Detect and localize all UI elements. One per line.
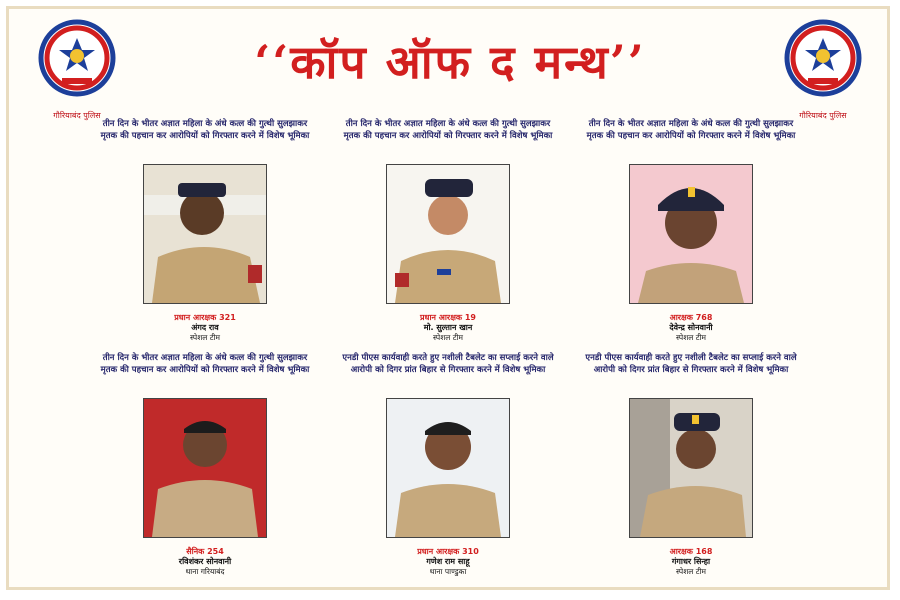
awardee-rank: प्रधान आरक्षक 310 — [417, 547, 479, 556]
awardee-photo — [143, 164, 267, 304]
awardee-unit: स्पेशल टीम — [433, 333, 463, 342]
awardee-unit: स्पेशल टीम — [676, 333, 706, 342]
awardee-rank: प्रधान आरक्षक 19 — [419, 313, 476, 322]
awardee-description: एनडी पीएस कार्यवाही करते हुए नशीली टैबलेट का सप्लाई करने वाले आरोपी को दिगर प्रांत बिहार से गिरफ्तार करने में विशेष भूमिका — [342, 353, 554, 375]
awardee-name: गंगाधर सिन्हा — [671, 557, 711, 566]
awardee-rank: आरक्षक 168 — [669, 547, 713, 556]
awardee-photo — [629, 398, 753, 538]
awardee-description: तीन दिन के भीतर अज्ञात महिला के अंधे कत्ल की गुत्थी सुलझाकर मृतक की पहचान कर आरोपियों को गिरफ्तार करने में विशेष भूमिका — [100, 353, 310, 375]
awardee-unit: स्पेशल टीम — [676, 567, 706, 576]
awardee-card — [571, 352, 811, 577]
awardee-rank: सैनिक 254 — [186, 547, 224, 556]
awardee-card — [328, 352, 568, 577]
awardee-photo — [629, 164, 753, 304]
page-title: ‘‘कॉप ऑफ द मन्थ’’ — [254, 35, 646, 89]
awardee-description: तीन दिन के भीतर अज्ञात महिला के अंधे कत्ल की गुत्थी सुलझाकर मृतक की पहचान कर आरोपियों को गिरफ्तार करने में विशेष भूमिका — [586, 119, 796, 141]
awardee-rank: आरक्षक 768 — [669, 313, 713, 322]
awardee-photo — [143, 398, 267, 538]
awardee-description: एनडी पीएस कार्यवाही करते हुए नशीली टैबलेट का सप्लाई करने वाले आरोपी को दिगर प्रांत बिहार से गिरफ्तार करने में विशेष भूमिका — [585, 353, 797, 375]
awardee-card — [328, 118, 568, 343]
awardee-photo — [386, 398, 510, 538]
awardee-name: मो. सुल्तान खान — [423, 323, 473, 332]
awardee-photo — [386, 164, 510, 304]
awardee-description: तीन दिन के भीतर अज्ञात महिला के अंधे कत्ल की गुत्थी सुलझाकर मृतक की पहचान कर आरोपियों को गिरफ्तार करने में विशेष भूमिका — [100, 119, 310, 141]
logo-caption: गौरियाबंद पुलिस — [799, 111, 847, 120]
awardee-unit: स्पेशल टीम — [190, 333, 220, 342]
awardee-name: गणेश राम साहू — [426, 557, 470, 566]
awardee-card — [571, 118, 811, 343]
awardee-card — [85, 118, 325, 343]
logo-caption: गौरियाबंद पुलिस — [53, 111, 101, 120]
awardee-card — [85, 352, 325, 577]
awardee-name: रविशंकर सोनवानी — [178, 557, 232, 566]
awardee-description: तीन दिन के भीतर अज्ञात महिला के अंधे कत्ल की गुत्थी सुलझाकर मृतक की पहचान कर आरोपियों को गिरफ्तार करने में विशेष भूमिका — [343, 119, 553, 141]
awardee-name: देवेन्द्र सोनवानी — [669, 323, 713, 332]
awardee-name: अंगद राव — [191, 323, 219, 332]
awardee-rank: प्रधान आरक्षक 321 — [174, 313, 236, 322]
awardee-unit: थाना पाण्डुका — [429, 567, 467, 576]
awardee-unit: थाना गरियाबंद — [185, 567, 225, 576]
